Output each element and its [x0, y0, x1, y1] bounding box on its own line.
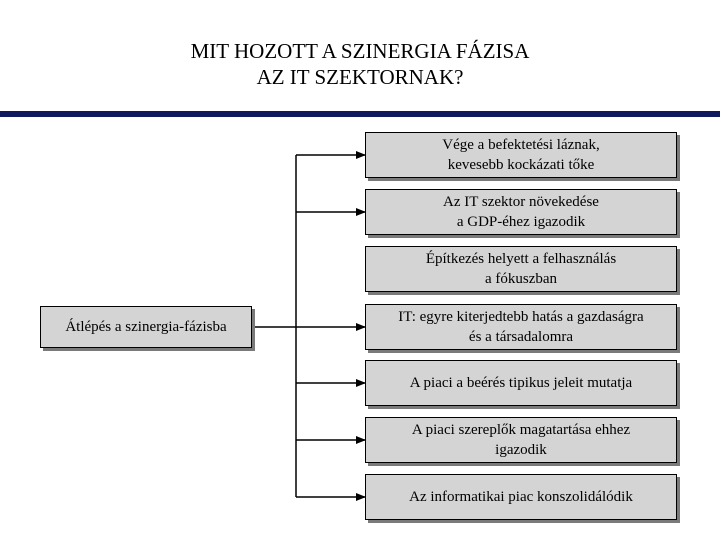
- target-3-line-2: a fókuszban: [484, 271, 558, 287]
- target-box-3: [365, 246, 677, 292]
- target-box-4: [365, 304, 677, 350]
- target-box-1: [365, 132, 677, 178]
- source-box: [40, 306, 252, 348]
- target-2-line-2: a GDP-éhez igazodik: [456, 214, 586, 230]
- target-1-line-2: kevesebb kockázati tőke: [447, 157, 595, 173]
- title-line-1: MIT HOZOTT A SZINERGIA FÁZISA: [190, 39, 530, 63]
- title-line-2: AZ IT SZEKTORNAK?: [256, 65, 464, 89]
- target-box-6: [365, 417, 677, 463]
- target-4-line-1: IT: egyre kiterjedtebb hatás a gazdaságra: [398, 309, 644, 325]
- source-label: Átlépés a szinergia-fázisba: [65, 319, 227, 335]
- target-4-line-2: és a társadalomra: [468, 329, 574, 345]
- target-2-line-1: Az IT szektor növekedése: [443, 194, 599, 210]
- target-7-line-1: Az informatikai piac konszolidálódik: [409, 489, 633, 505]
- target-box-2: [365, 189, 677, 235]
- target-5-line-1: A piaci a beérés tipikus jeleit mutatja: [409, 375, 633, 391]
- target-1-line-1: Vége a befektetési láznak,: [442, 137, 600, 153]
- target-box-5: [365, 360, 677, 406]
- target-box-7: [365, 474, 677, 520]
- target-6-line-1: A piaci szereplők magatartása ehhez: [411, 422, 631, 438]
- target-6-line-2: igazodik: [495, 442, 547, 458]
- target-3-line-1: Építkezés helyett a felhasználás: [425, 251, 617, 267]
